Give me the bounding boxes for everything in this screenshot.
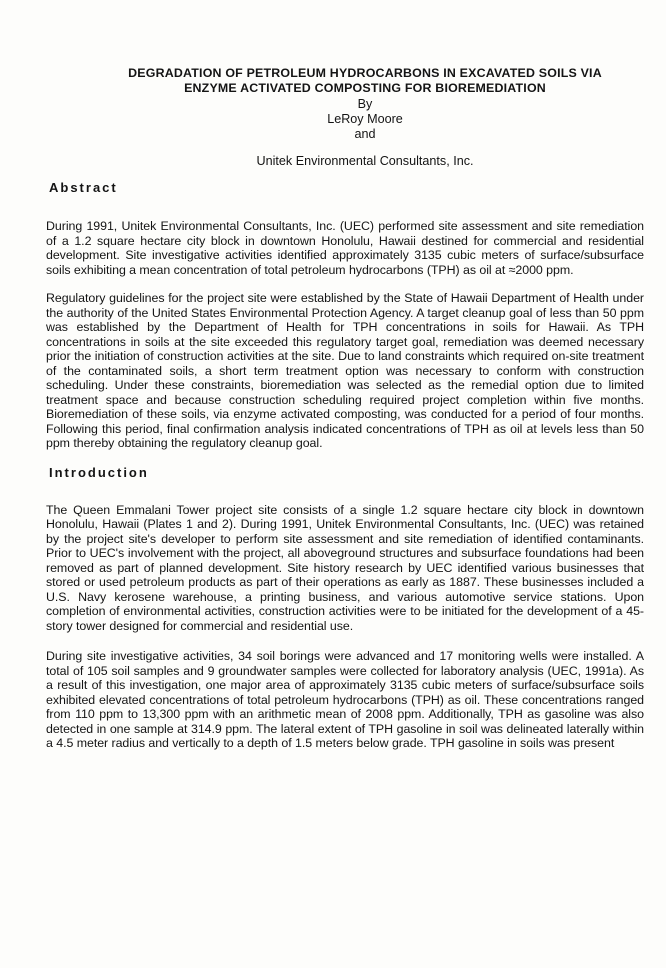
abstract-paragraph-2: Regulatory guidelines for the project site were established by the State of Hawaii Department of Health under the authority of the United States Environmental Protection Agency. A target cleanup goal of less than 50 ppm was established by the Department of Health for TPH concentrations in soils for Hawaii. As TPH concentrations in soils at the site exceeded this regulatory target goal, remediation was deemed necessary prior the initiation of construction activities at the site. Due to land constraints which required on-site treatment of the contaminated soils, a short term treatment option was necessary to conform with construction scheduling. Under these constraints, bioremediation was selected as the remedial option due to limited treatment space and because construction scheduling required project completion within five months. Bioremediation of these soils, via enzyme activated composting, was conducted for a period of four months. Following this period, final confirmation analysis indicated concentrations of TPH as oil at levels less than 50 ppm thereby obtaining the regulatory cleanup goal.: [46, 291, 644, 450]
introduction-heading: Introduction: [49, 464, 149, 480]
abstract-paragraph-1: During 1991, Unitek Environmental Consultants, Inc. (UEC) performed site assessment and site remediation of a 1.2 square hectare city block in downtown Honolulu, Hawaii destined for commercial and residential development. Site investigative activities identified approximately 3135 cubic meters of surface/subsurface soils exhibiting a mean concentration of total petroleum hydrocarbons (TPH) as oil at ≈2000 ppm.: [46, 219, 644, 277]
abstract-heading: Abstract: [49, 180, 118, 195]
company-name: Unitek Environmental Consultants, Inc.: [256, 154, 474, 168]
byline: [86, 97, 644, 142]
and-label: and: [354, 127, 376, 141]
author-name: LeRoy Moore: [327, 112, 403, 126]
introduction-paragraph-1: The Queen Emmalani Tower project site consists of a single 1.2 square hectare city block in downtown Honolulu, Hawaii (Plates 1 and 2). During 1991, Unitek Environmental Consultants, Inc. (UEC) was retained by the project site's developer to perform site assessment and site remediation of identified contaminants. Prior to UEC's involvement with the project, all aboveground structures and subsurface foundations had been removed as part of planned development. Site history research by UEC identified various businesses that stored or used petroleum products as part of their operations as early as 1887. These businesses included a U.S. Navy kerosene warehouse, a printing business, and various automotive service stations. Upon completion of environmental activities, construction activities were to be initiated for the development of a 45-story tower designed for commercial and residential use.: [46, 502, 644, 633]
title-block: [86, 66, 644, 96]
paper-title: [86, 66, 644, 96]
introduction-paragraph-2: During site investigative activities, 34 soil borings were advanced and 17 monitoring wells were installed. A total of 105 soil samples and 9 groundwater samples were collected for laboratory analysis (UEC, 1991a). As a result of this investigation, one major area of approximately 3135 cubic meters of surface/subsurface soils exhibited elevated concentrations of total petroleum hydrocarbons (TPH) as oil. These concentrations ranged from 110 ppm to 13,300 ppm with an arithmetic mean of 2008 ppm. Additionally, TPH as gasoline was also detected in one sample at 314.9 ppm. The lateral extent of TPH gasoline in soil was delineated laterally within a 4.5 meter radius and vertically to a depth of 1.5 meters below grade. TPH gasoline in soils was present: [46, 649, 644, 750]
title-line-2: ENZYME ACTIVATED COMPOSTING FOR BIOREMEDIATION: [184, 81, 546, 95]
by-label: By: [357, 97, 373, 111]
title-line-1: DEGRADATION OF PETROLEUM HYDROCARBONS IN EXCAVATED SOILS VIA: [128, 66, 602, 80]
